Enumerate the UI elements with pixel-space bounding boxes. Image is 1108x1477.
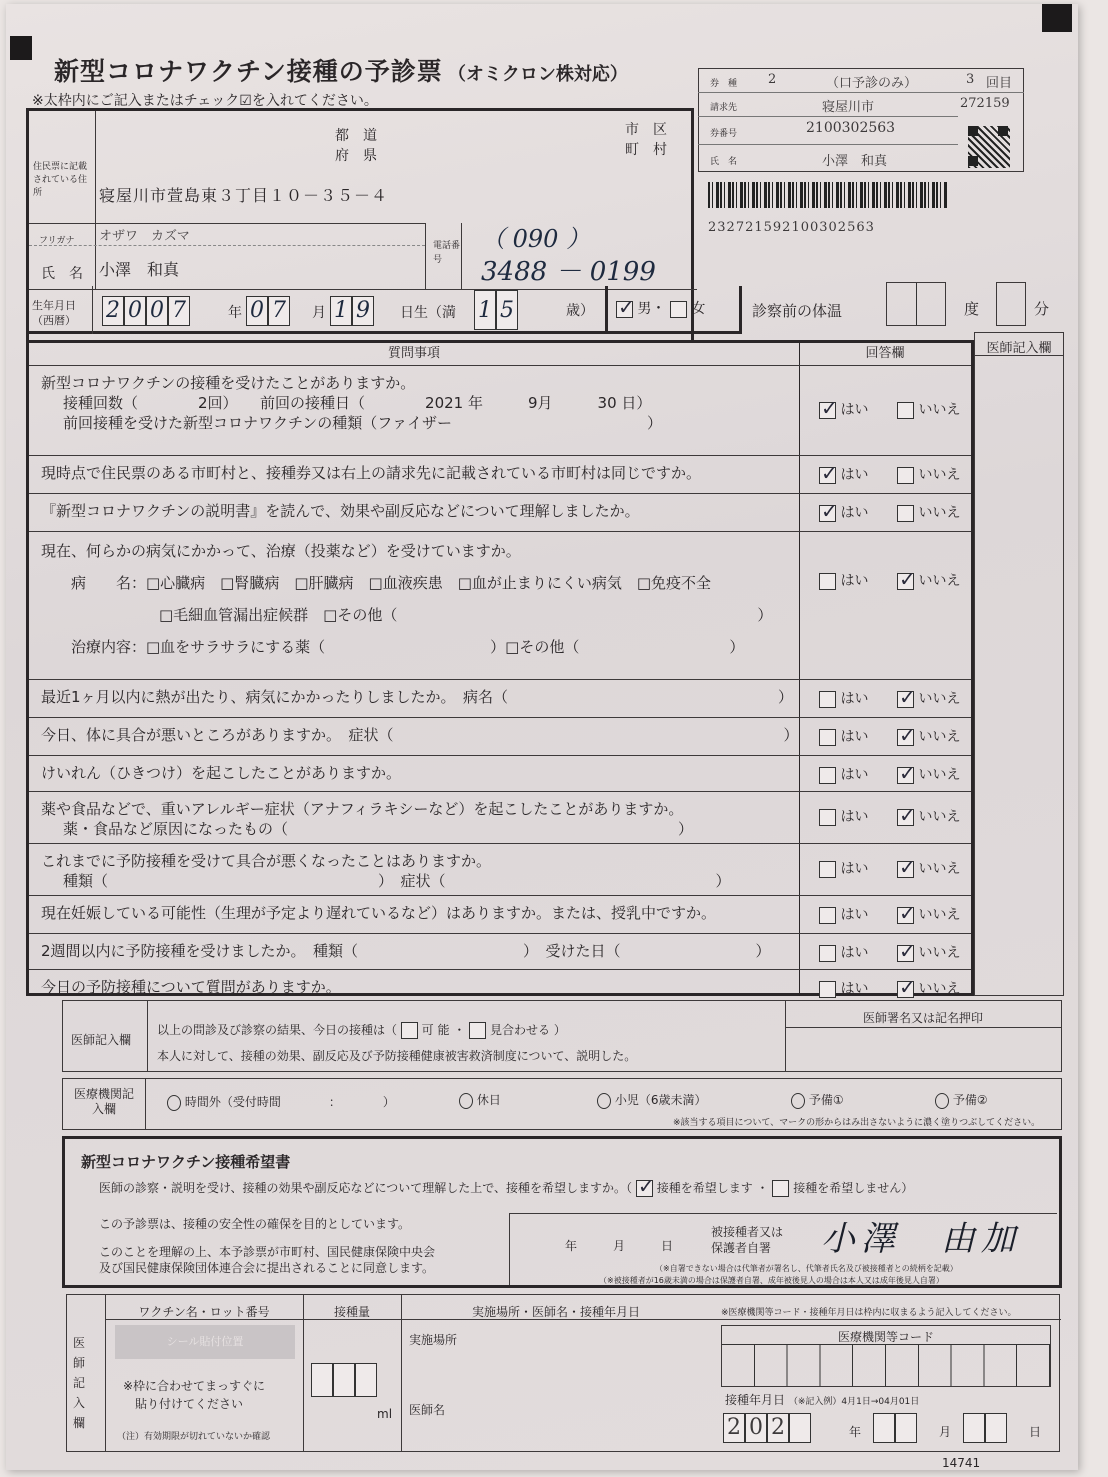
month-digit — [895, 1413, 917, 1443]
sticker-note-1: ※枠に合わせてまっすぐに — [123, 1379, 266, 1393]
question-text: 最近1ヶ月以内に熱が出たり、病気にかかったりしましたか。 病名（ ） — [41, 688, 794, 706]
prefecture-label-1: 都 道 — [335, 128, 377, 144]
answer-yes — [819, 806, 868, 826]
doctor-judgment-text: 以上の問診及び診察の結果、今日の接種は（ — [157, 1023, 398, 1037]
off-hours-radio[interactable] — [167, 1095, 181, 1111]
question-text: 現在、何らかの病気にかかって、治療（投薬など）を受けていますか。 — [41, 542, 521, 560]
site-header: 実施場所・医師名・接種年月日 — [471, 1305, 640, 1319]
furigana-label: フリガナ — [39, 236, 75, 246]
yes-label: はい — [836, 907, 869, 923]
not-want-vaccination-checkbox[interactable] — [772, 1180, 789, 1197]
question-text: けいれん（ひきつけ）を起こしたことがありますか。 — [41, 764, 402, 782]
answer-yes — [819, 942, 868, 962]
birth-month[interactable] — [246, 296, 290, 326]
question-row — [29, 791, 971, 843]
vaccination-date-label: 接種年月日 — [725, 1393, 786, 1407]
answer-yes — [819, 570, 868, 590]
vaccination-date-label-row — [725, 1391, 919, 1408]
answer-no — [897, 570, 960, 590]
female-checkbox[interactable] — [670, 301, 687, 318]
no-label: いいえ — [914, 729, 961, 745]
phone-line-1[interactable]: （ 090 ） — [481, 225, 591, 253]
birth-year-digit: 0 — [124, 296, 146, 326]
question-row — [29, 755, 971, 791]
no-checkbox[interactable] — [897, 505, 914, 522]
sex-selector — [616, 298, 705, 318]
doctor-signature-label: 医師署名又は記名押印 — [862, 1011, 983, 1025]
consent-agreement-2: 及び国民健康保険団体連合会に提出されることに同意します。 — [99, 1261, 435, 1275]
age-digit: 5 — [496, 290, 518, 330]
answer-yes — [819, 764, 868, 784]
signer-label-2: 保護者自署 — [711, 1241, 772, 1255]
year-digit: 2 — [723, 1413, 745, 1443]
no-checkbox[interactable] — [897, 809, 914, 826]
question-text: 薬や食品などで、重いアレルギー症状（アナフィラキシーなど）を起こしたことがありますか。 — [41, 800, 684, 818]
serial-number: 14741 — [942, 1456, 981, 1470]
no-label: いいえ — [914, 691, 961, 707]
question-row — [29, 933, 971, 969]
answer-no — [897, 399, 960, 419]
temperature-minute-label: 分 — [1034, 300, 1050, 318]
possible-label: 可 能 — [421, 1023, 450, 1037]
birth-month-label: 月 — [312, 305, 326, 321]
answer-yes — [819, 978, 868, 998]
birth-month-digit: 7 — [268, 296, 290, 326]
no-checkbox[interactable] — [897, 467, 914, 484]
vaccination-day[interactable] — [963, 1413, 1007, 1443]
form-title: 新型コロナワクチン接種の予診票 — [54, 57, 443, 86]
registration-mark — [10, 36, 32, 60]
no-label: いいえ — [914, 505, 961, 521]
question-text: 治療内容：□血をサラサラにする薬（ ）□その他（ ） — [71, 638, 745, 656]
name-label: 氏 名 — [41, 266, 83, 282]
question-text: 病 名：□心臓病 □腎臓病 □肝臓病 □血液疾患 □血が止まりにくい病気 □免疫不全 — [71, 574, 712, 592]
no-checkbox[interactable] — [897, 729, 914, 746]
age-digit: 1 — [474, 290, 496, 330]
birth-day[interactable] — [330, 296, 374, 326]
answer-no — [897, 688, 960, 708]
postpone-label: 見合わせる ） — [490, 1023, 566, 1037]
consent-agreement-1: このことを理解の上、本予診票が市町村、国民健康保険中央会 — [99, 1245, 436, 1259]
postpone-checkbox[interactable] — [469, 1022, 486, 1039]
day-digit — [963, 1413, 985, 1443]
yes-checkbox[interactable] — [819, 767, 836, 784]
address-label: 住民票に記載されている住所 — [33, 162, 88, 198]
answer-yes — [819, 858, 868, 878]
doctor-judgment-line — [157, 1021, 566, 1039]
code-note: ※医療機関等コード・接種年月日は枠内に収まるよう記入してください。 — [721, 1308, 1017, 1318]
dose-suffix: 回目 — [986, 76, 1013, 91]
guardian-signature[interactable]: 小澤 由加 — [821, 1219, 1021, 1259]
doctor-column-header: 医師記入欄 — [986, 341, 1052, 356]
no-label: いいえ — [914, 767, 961, 783]
ticket-sticker — [698, 68, 1028, 235]
question-row — [29, 843, 971, 895]
off-hours-label: 時間外（受付時間 ： ） — [184, 1095, 395, 1109]
yes-label: はい — [836, 729, 869, 745]
question-text: 『新型コロナワクチンの説明書』を読んで、効果や副反応などについて理解しましたか。 — [41, 502, 640, 520]
vaccination-record — [66, 1294, 1060, 1452]
yes-label: はい — [836, 861, 869, 877]
sticker-placeholder[interactable]: シール貼付位置 — [115, 1325, 295, 1359]
answer-no — [897, 978, 960, 998]
temperature-degree-box[interactable] — [886, 282, 946, 326]
child-label: 小児（6歳未満） — [614, 1093, 707, 1107]
yes-checkbox[interactable] — [819, 945, 836, 962]
no-label: いいえ — [914, 402, 961, 418]
dose-number: 3 — [966, 72, 975, 87]
age-label: 歳） — [566, 303, 594, 319]
possible-checkbox[interactable] — [401, 1022, 418, 1039]
question-row — [29, 531, 971, 679]
question-text: 2週間以内に予防接種を受けましたか。 種類（ ） 受けた日（ ） — [41, 942, 771, 960]
temperature-label: 診察前の体温 — [752, 302, 843, 320]
consent-date-labels: 年 月 日 — [565, 1239, 674, 1253]
doctor-explanation: 本人に対して、接種の効果、副反応及び予防接種健康被害救済制度について、説明した。 — [157, 1049, 637, 1063]
form-subtitle: （オミクロン株対応） — [447, 64, 628, 85]
question-row — [29, 365, 971, 455]
doctor-section — [62, 1000, 1062, 1072]
consent-section — [62, 1136, 1062, 1288]
question-text: 接種回数（ 2回） 前回の接種日（ 2021 年 9月 30 日） — [63, 394, 652, 412]
doctor-name-label: 医師名 — [409, 1403, 446, 1417]
yes-checkbox[interactable] — [819, 505, 836, 522]
no-checkbox[interactable] — [897, 767, 914, 784]
clinic-code-cells — [722, 1344, 1050, 1386]
no-label: いいえ — [914, 573, 961, 589]
birth-day-label: 日生（満 — [400, 305, 456, 321]
no-checkbox[interactable] — [897, 945, 914, 962]
birth-year[interactable] — [102, 296, 190, 326]
site-label: 実施場所 — [409, 1333, 458, 1347]
answer-no — [897, 464, 960, 484]
dose-digit-box — [311, 1363, 333, 1397]
want-vaccination-label: 接種を希望します — [656, 1181, 753, 1195]
answer-yes — [819, 502, 868, 522]
question-header: 質問事項 — [387, 346, 440, 361]
sticker-note-2: 貼り付けてください — [135, 1397, 244, 1411]
no-checkbox[interactable] — [897, 573, 914, 590]
no-label: いいえ — [914, 981, 961, 997]
answer-header: 回答欄 — [865, 346, 905, 361]
vaccination-month[interactable] — [873, 1413, 917, 1443]
qr-code — [968, 126, 1010, 168]
yes-label: はい — [836, 505, 869, 521]
answer-yes — [819, 904, 868, 924]
temperature-minute-box[interactable] — [996, 282, 1026, 326]
form-title-block — [54, 52, 628, 88]
question-text: 前回接種を受けた新型コロナワクチンの種類（ファイザー ） — [63, 414, 662, 432]
year-digit: 2 — [767, 1413, 789, 1443]
barcode-number: 232721592100302563 — [708, 220, 875, 235]
birth-month-digit: 0 — [246, 296, 268, 326]
yes-label: はい — [836, 402, 869, 418]
expiry-note: （注）有効期限が切れていないか確認 — [117, 1432, 271, 1442]
answer-no — [897, 502, 960, 522]
city-label-2: 町 村 — [625, 142, 667, 158]
no-checkbox[interactable] — [897, 861, 914, 878]
day-digit — [985, 1413, 1007, 1443]
address-value[interactable]: 寝屋川市萱島東３丁目１０－３５－４ — [99, 186, 389, 205]
answer-no — [897, 726, 960, 746]
ticket-name-label: 氏 名 — [710, 157, 738, 167]
clinic-code-label: 医療機関等コード — [837, 1330, 934, 1344]
yes-checkbox[interactable] — [819, 861, 836, 878]
birth-year-digit: 7 — [168, 296, 190, 326]
billing-city: 寝屋川市 — [822, 100, 875, 115]
ticket-number: 2100302563 — [806, 120, 896, 136]
question-text: これまでに予防接種を受けて具合が悪くなったことはありますか。 — [41, 852, 492, 870]
no-checkbox[interactable] — [897, 691, 914, 708]
yes-checkbox[interactable] — [819, 402, 836, 419]
furigana-value[interactable]: オザワ カズマ — [99, 229, 190, 244]
ticket-no-label: 券番号 — [710, 129, 738, 139]
answer-no — [897, 858, 960, 878]
yes-label: はい — [836, 767, 869, 783]
yes-checkbox[interactable] — [819, 809, 836, 826]
answer-yes — [819, 464, 868, 484]
ticket-type-note: （口予診のみ） — [826, 76, 918, 91]
birth-day-digit: 9 — [352, 296, 374, 326]
question-text: 現在妊娠している可能性（生理が予定より遅れているなど）はありますか。または、授乳中ですか。 — [41, 904, 717, 922]
clinic-note: ※該当する項目について、マークの形からはみ出さないように濃く塗りつぶしてください。 — [673, 1118, 1041, 1128]
doctor-column — [974, 332, 1064, 996]
answer-no — [897, 942, 960, 962]
yes-label: はい — [836, 981, 869, 997]
year-label: 年 — [849, 1425, 862, 1439]
question-text: □毛細血管漏出症候群 □その他（ ） — [159, 606, 773, 624]
yes-checkbox[interactable] — [819, 467, 836, 484]
birth-row — [26, 286, 1062, 336]
dose-boxes[interactable] — [311, 1363, 377, 1397]
registration-mark — [1042, 4, 1072, 32]
prefecture-label-2: 府 県 — [335, 148, 377, 164]
not-want-vaccination-label: 接種を希望しません） — [793, 1181, 914, 1195]
dose-digit-box — [333, 1363, 355, 1397]
question-row — [29, 493, 971, 531]
no-checkbox[interactable] — [897, 402, 914, 419]
year-digit — [789, 1413, 811, 1443]
doctor-section-label: 医師記入欄 — [71, 1033, 132, 1047]
answer-no — [897, 764, 960, 784]
no-label: いいえ — [914, 907, 961, 923]
birth-year-label: 年 — [228, 305, 242, 321]
question-row — [29, 717, 971, 755]
male-checkbox[interactable] — [616, 301, 633, 318]
yes-label: はい — [836, 809, 869, 825]
question-row — [29, 455, 971, 493]
answer-no — [897, 806, 960, 826]
birth-year-digit: 0 — [146, 296, 168, 326]
clinic-section — [62, 1078, 1062, 1130]
reserve1-radio[interactable] — [791, 1093, 805, 1109]
form-paper — [6, 4, 1078, 1470]
question-row — [29, 895, 971, 933]
yes-checkbox[interactable] — [819, 981, 836, 998]
yes-label: はい — [836, 945, 869, 961]
answer-yes — [819, 399, 868, 419]
question-text: 新型コロナワクチンの接種を受けたことがありますか。 — [41, 374, 416, 392]
dose-unit: ml — [377, 1407, 393, 1421]
holiday-radio[interactable] — [459, 1093, 473, 1109]
month-digit — [873, 1413, 895, 1443]
holiday-label: 休日 — [476, 1093, 501, 1107]
age[interactable] — [474, 290, 518, 330]
birth-label: 生年月日（西暦） — [32, 299, 76, 327]
clinic-code-box[interactable] — [721, 1325, 1051, 1387]
city-label-1: 市 区 — [625, 122, 667, 138]
name-value[interactable]: 小澤 和真 — [99, 260, 180, 279]
ticket-name: 小澤 和真 — [822, 154, 888, 169]
yes-label: はい — [836, 573, 869, 589]
signer-label-1: 被接種者又は — [711, 1225, 784, 1239]
dose-label: 接種量 — [333, 1305, 370, 1319]
no-label: いいえ — [914, 945, 961, 961]
answer-yes — [819, 688, 868, 708]
ticket-type-label: 券 種 — [710, 79, 738, 89]
yes-label: はい — [836, 691, 869, 707]
day-label: 日 — [1029, 1425, 1042, 1439]
separator-dot: ・ — [453, 1023, 466, 1037]
birth-year-digit: 2 — [102, 296, 124, 326]
record-doctor-label: 医師記入欄 — [73, 1336, 86, 1430]
separator-dot: ・ — [756, 1181, 769, 1195]
temperature-degree-label: 度 — [964, 300, 980, 318]
questions-table — [26, 340, 974, 996]
question-row — [29, 679, 971, 717]
date-example: （※記入例）4月1日→04月01日 — [788, 1397, 920, 1407]
question-text: 現時点で住民票のある市町村と、接種券又は右上の請求先に記載されている市町村は同じですか。 — [41, 464, 702, 482]
consent-purpose: この予診票は、接種の安全性の確保を目的としています。 — [99, 1217, 411, 1231]
reserve1-label: 予備① — [808, 1093, 844, 1107]
instruction-text: ※太枠内にご記入またはチェック☑を入れてください。 — [32, 93, 378, 109]
no-label: いいえ — [914, 467, 961, 483]
consent-question-text: 医師の診察・説明を受け、接種の効果や副反応などについて理解した上で、接種を希望しますか。（ — [99, 1181, 633, 1195]
answer-no — [897, 904, 960, 924]
yes-checkbox[interactable] — [819, 691, 836, 708]
child-radio[interactable] — [597, 1093, 611, 1109]
yes-checkbox[interactable] — [819, 907, 836, 924]
ticket-type: 2 — [768, 72, 777, 87]
billing-label: 請求先 — [710, 103, 738, 113]
no-label: いいえ — [914, 861, 961, 877]
question-text: 薬・食品など原因になったもの（ ） — [63, 820, 694, 838]
dose-digit-box — [355, 1363, 377, 1397]
year-digit: 0 — [745, 1413, 767, 1443]
clinic-section-label: 医療機関記入欄 — [73, 1087, 134, 1116]
answer-yes — [819, 726, 868, 746]
no-checkbox[interactable] — [897, 907, 914, 924]
birth-day-digit: 1 — [330, 296, 352, 326]
consent-title: 新型コロナワクチン接種希望書 — [81, 1153, 291, 1171]
yes-checkbox[interactable] — [819, 573, 836, 590]
consent-note-1: （※自署できない場合は代筆者が署名し、代筆者氏名及び被接種者との続柄を記載） — [655, 1264, 958, 1273]
reserve2-label: 予備② — [952, 1093, 988, 1107]
no-label: いいえ — [914, 809, 961, 825]
question-text: 種類（ ） 症状（ ） — [63, 872, 731, 890]
vaccination-year[interactable] — [723, 1413, 811, 1443]
month-label: 月 — [939, 1425, 952, 1439]
phone-line-2[interactable]: 3488 － 0199 — [481, 257, 656, 287]
female-label: 女 — [691, 301, 706, 317]
no-checkbox[interactable] — [897, 981, 914, 998]
consent-note-2: （※被接種者が16歳未満の場合は保護者自署、成年被後見人の場合は本人又は成年後見人自署） — [599, 1276, 944, 1285]
male-label: 男・ — [637, 301, 666, 317]
barcode — [708, 182, 948, 208]
want-vaccination-checkbox[interactable] — [636, 1180, 653, 1197]
billing-code: 272159 — [960, 96, 1010, 111]
phone-label: 電話番号 — [433, 241, 461, 265]
question-text: 今日、体に具合が悪いところがありますか。 症状（ ） — [41, 726, 799, 744]
reserve2-radio[interactable] — [935, 1093, 949, 1109]
yes-label: はい — [836, 467, 869, 483]
consent-question — [99, 1179, 913, 1197]
vaccine-label: ワクチン名・ロット番号 — [138, 1305, 270, 1319]
question-text: 今日の予防接種について質問がありますか。 — [41, 978, 341, 996]
yes-checkbox[interactable] — [819, 729, 836, 746]
